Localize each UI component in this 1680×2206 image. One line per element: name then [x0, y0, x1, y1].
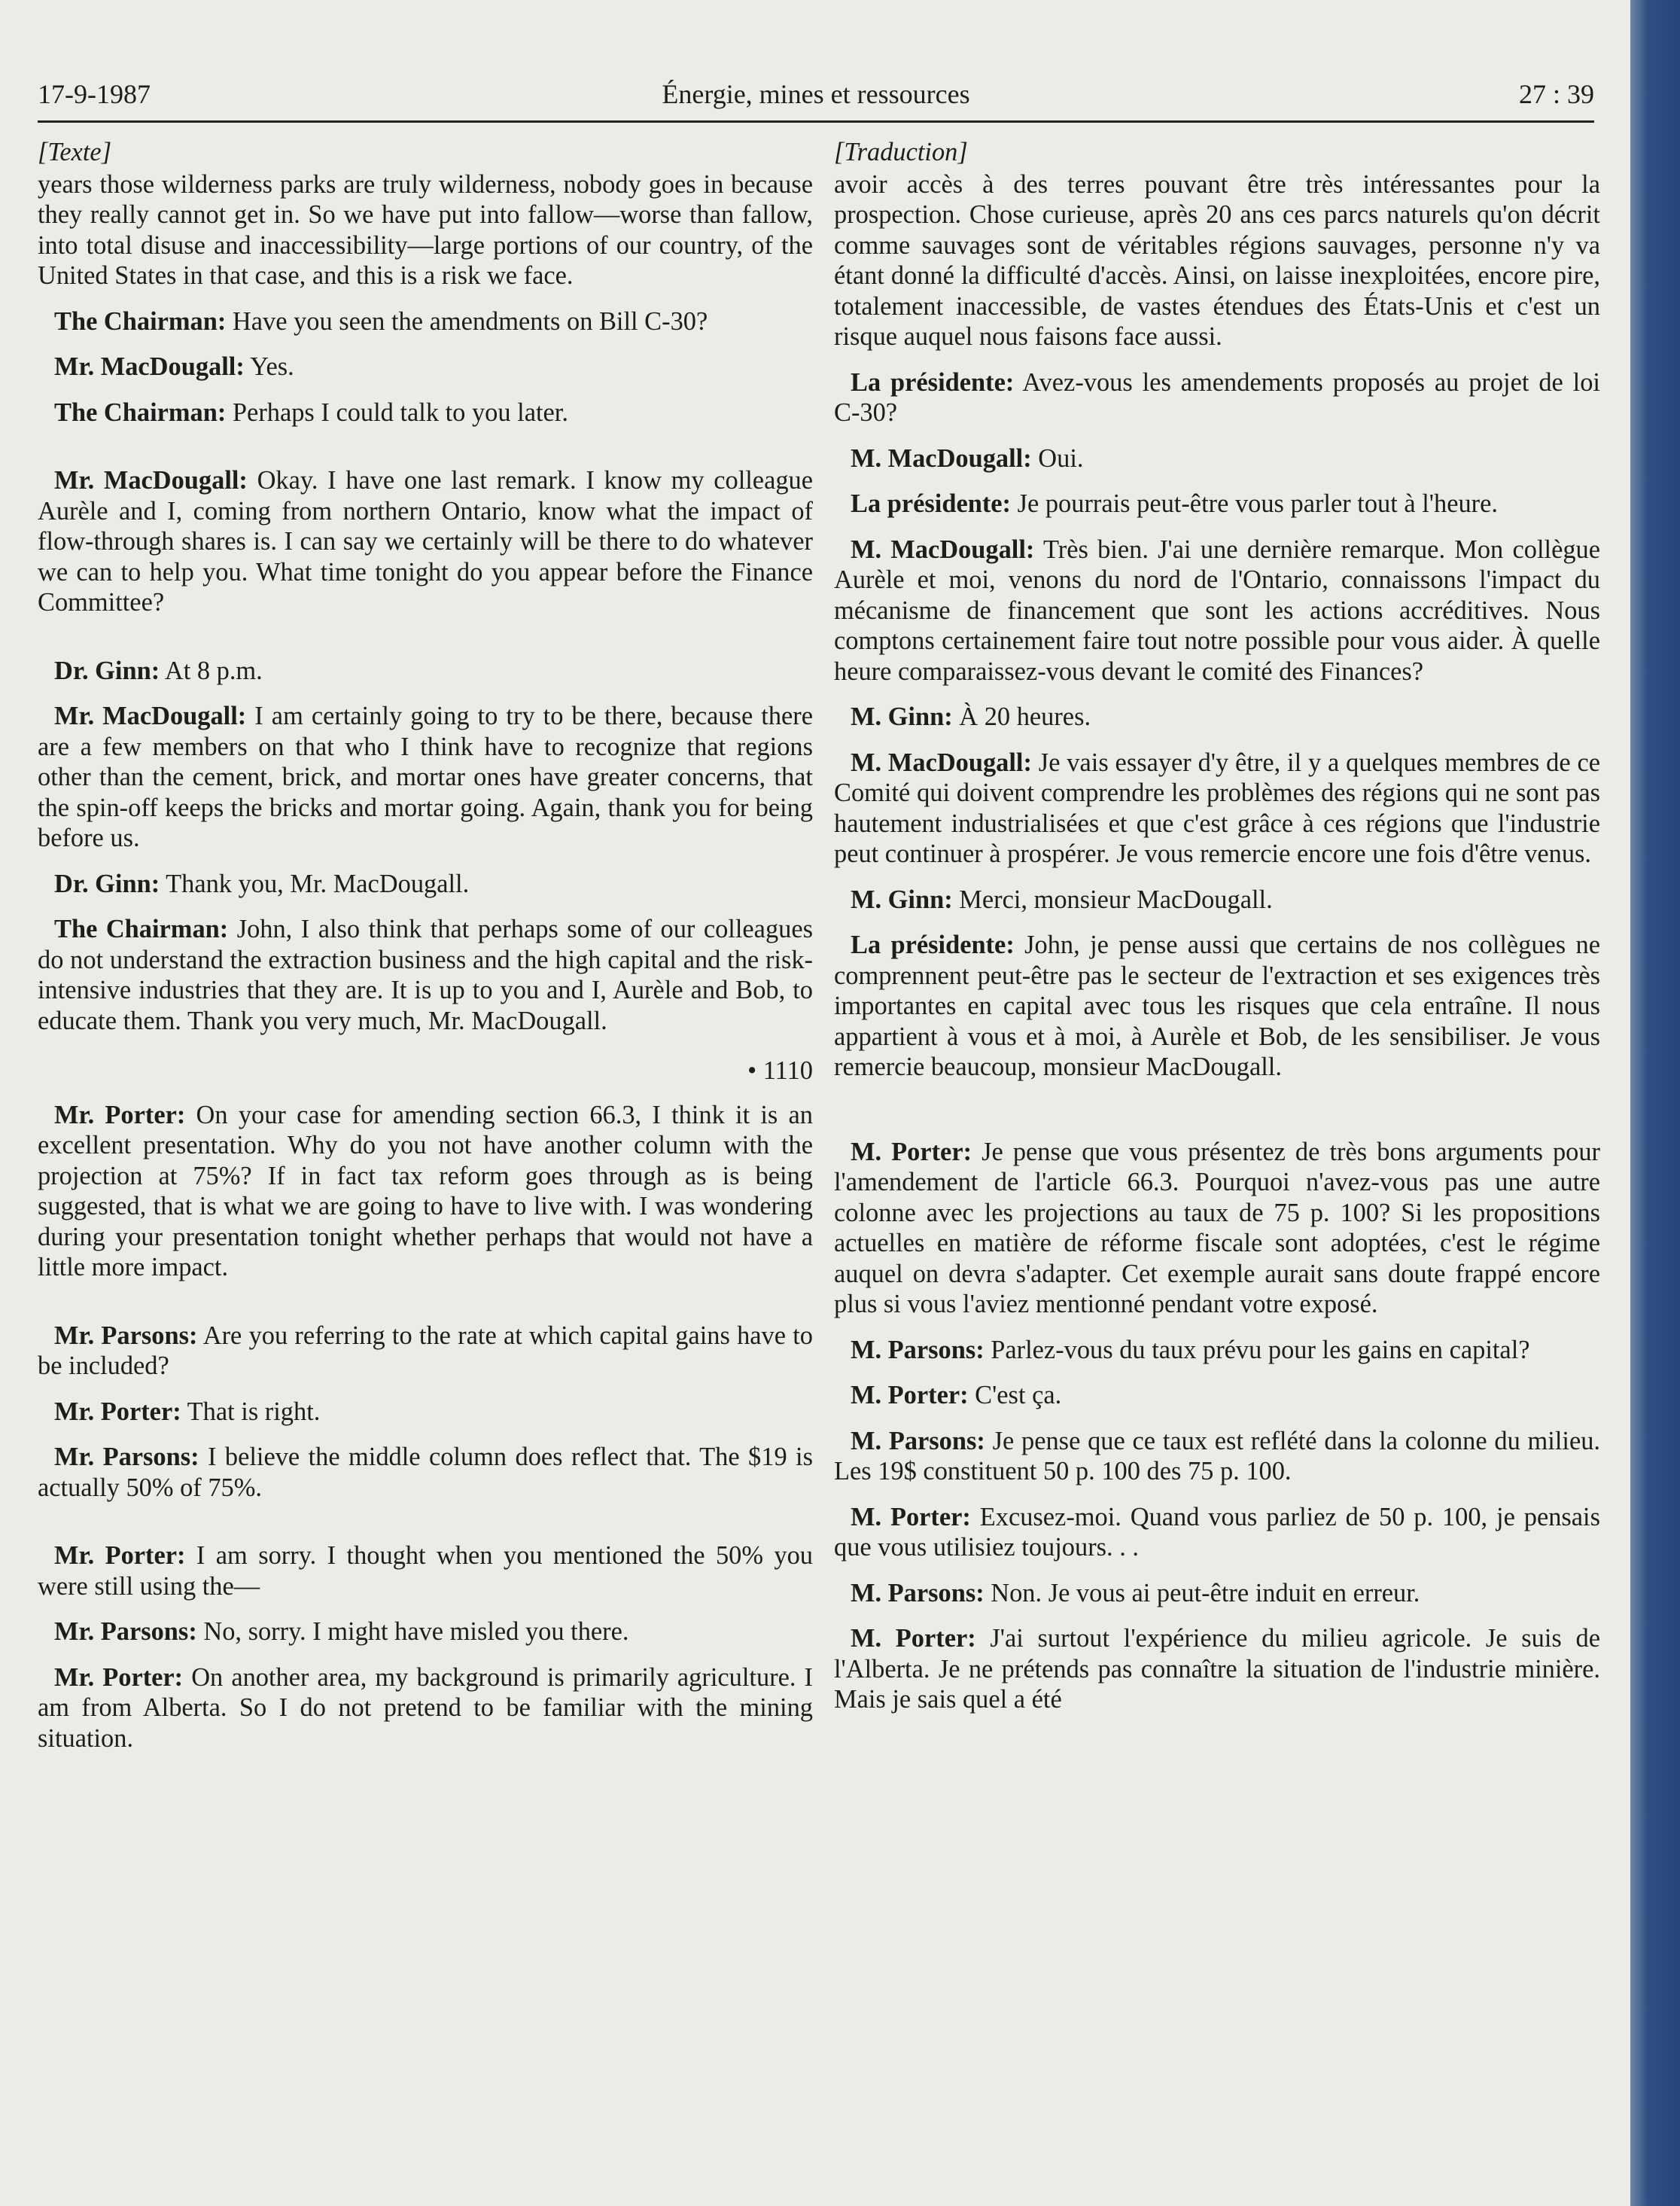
speaker-name: M. MacDougall:	[851, 443, 1032, 473]
speech-text: Excusez-moi. Quand vous parliez de 50 p. 100, je pensais que vous utilisiez toujours. . .	[834, 1502, 1600, 1562]
speaker-name: M. Porter:	[851, 1624, 976, 1653]
column-label-texte: [Texte]	[38, 138, 112, 166]
speaker-name: M. Porter:	[851, 1137, 972, 1166]
speech-text: Avez-vous les amendements proposés au projet de loi C-30?	[834, 367, 1600, 427]
speech-paragraph	[834, 489, 1600, 520]
speech-paragraph	[38, 1397, 813, 1428]
speaker-name: Mr. Porter:	[54, 1397, 181, 1426]
speech-paragraph	[38, 1321, 813, 1382]
speaker-name: Mr. Parsons:	[54, 1617, 197, 1646]
speech-text: Thank you, Mr. MacDougall.	[160, 869, 470, 898]
speech-text: Je vais essayer d'y être, il y a quelques membres de ce Comité qui doivent comprendre les problèmes des régions qui ne sont pas hautement industrialisées et que c'est grâce à ces régions que l'industrie peut continuer à prospérer. Je vous remercie encore une fois d'être venus.	[834, 748, 1601, 868]
speech-paragraph	[38, 306, 813, 337]
speech-text: At 8 p.m.	[160, 656, 263, 685]
speech-text: John, je pense aussi que certains de nos collègues ne comprennent peut-être pas le secteur de l'extraction et ses exigences très importantes en capital avec tous les risques que cela entraîne. Il nous appartient à vous et à moi, à Aurèle et Bob, de les sensibiliser. Je vous remercie beaucoup, monsieur MacDougall.	[834, 931, 1600, 1081]
speech-paragraph	[38, 1662, 813, 1754]
speaker-name: Dr. Ginn:	[54, 869, 160, 898]
speaker-name: La présidente:	[851, 367, 1015, 397]
page-header	[38, 75, 1594, 114]
speech-text: On another area, my background is primarily agriculture. I am from Alberta. So I do not pretend to be familiar with the mining situation.	[38, 1662, 813, 1753]
speech-paragraph	[38, 398, 813, 428]
speaker-name: M. Parsons:	[851, 1578, 985, 1607]
paragraph: years those wilderness parks are truly wilderness, nobody goes in because they really cannot get in. So we have put into fallow—worse than fallow, into total disuse and inaccessibility—large portions of our country, of the United States in that case, and this is a risk we face.	[38, 169, 813, 290]
speaker-name: Mr. MacDougall:	[54, 466, 248, 495]
speaker-name: Dr. Ginn:	[54, 656, 160, 685]
speaker-name: M. Porter:	[851, 1381, 969, 1409]
speaker-name: Mr. Porter:	[54, 1662, 184, 1692]
speech-paragraph	[834, 748, 1600, 870]
speech-text: Très bien. J'ai une dernière remarque. Mon collègue Aurèle et moi, venons du nord de l'Ontario, connaissons l'impact du mécanisme de financement que sont les actions accréditives. Nous comptons certainement faire tout notre possible pour vous aider. À quelle heure comparaissez-vous devant le comité des Finances?	[834, 535, 1600, 686]
speech-text: C'est ça.	[968, 1381, 1062, 1409]
french-column	[834, 137, 1600, 1730]
speaker-name: Mr. Parsons:	[54, 1321, 198, 1350]
speech-paragraph	[38, 1442, 813, 1503]
speaker-name: M. Ginn:	[851, 702, 953, 731]
speech-text: Merci, monsieur MacDougall.	[952, 885, 1273, 914]
speech-paragraph	[834, 367, 1600, 428]
speech-text: Je pense que vous présentez de très bons arguments pour l'amendement de l'article 66.3. Pourquoi n'avez-vous pas une autre colonne avec les projections au taux de 75 p. 100? Si les propositions actuelles en matière de réforme fiscale sont adoptées, c'est le régime auquel on devra s'adapter. Cet exemple aurait sans doute frappé encore plus si vous l'aviez mentionné pendant votre exposé.	[834, 1137, 1600, 1318]
speech-text: J'ai surtout l'expérience du milieu agricole. Je suis de l'Alberta. Je ne prétends pas connaître la situation de l'industrie minière. Mais je sais quel a été	[834, 1624, 1600, 1714]
time-marker: • 1110	[747, 1056, 813, 1085]
speech-text: Perhaps I could talk to you later.	[226, 398, 568, 427]
speech-text: Non. Je vous ai peut-être induit en erreur.	[984, 1578, 1420, 1607]
speech-paragraph	[834, 1578, 1600, 1609]
speaker-name: The Chairman:	[54, 915, 229, 943]
speaker-name: La présidente:	[851, 931, 1015, 959]
speech-paragraph	[834, 1426, 1600, 1487]
speech-paragraph	[834, 702, 1600, 733]
speaker-name: La présidente:	[851, 489, 1012, 518]
speech-paragraph	[38, 465, 813, 618]
speech-text: I am certainly going to try to be there, because there are a few members on that who I think have to recognize that regions other than the cement, brick, and mortar ones have greater concerns, that the spin-off keeps the bricks and mortar going. Again, thank you for being before us.	[38, 702, 813, 852]
speech-text: Okay. I have one last remark. I know my colleague Aurèle and I, coming from northern Ontario, know what the impact of flow-through shares is. I can say we certainly will be there to do whatever we can to help you. What time tonight do you appear before the Finance Committee?	[38, 466, 813, 617]
speech-paragraph	[38, 1616, 813, 1647]
speech-paragraph	[834, 1623, 1600, 1715]
speech-text: That is right.	[181, 1397, 321, 1426]
speech-text: John, I also think that perhaps some of our colleagues do not understand the extraction business and the high capital and the risk-intensive industries that they are. It is up to you and I, Aurèle and Bob, to educate them. Thank you very much, Mr. MacDougall.	[38, 915, 813, 1035]
speech-paragraph	[38, 352, 813, 382]
speaker-name: Mr. Porter:	[54, 1541, 186, 1570]
speech-paragraph	[834, 1380, 1600, 1411]
speech-text: I am sorry. I thought when you mentioned the 50% you were still using the—	[38, 1541, 813, 1601]
speaker-name: Mr. Porter:	[54, 1100, 186, 1129]
speech-text: Je pense que ce taux est reflété dans la colonne du milieu. Les 19$ constituent 50 p. 100 des 75 p. 100.	[834, 1426, 1601, 1485]
speech-text: Oui.	[1031, 443, 1084, 473]
speech-paragraph	[38, 869, 813, 900]
speech-paragraph	[38, 1540, 813, 1601]
speech-paragraph	[38, 1100, 813, 1283]
speaker-name: M. Porter:	[851, 1502, 971, 1531]
speaker-name: M. Parsons:	[851, 1426, 985, 1455]
speech-paragraph	[834, 1137, 1600, 1320]
header-title: Énergie, mines et ressources	[662, 79, 970, 109]
speech-text: Parlez-vous du taux prévu pour les gains en capital?	[984, 1335, 1530, 1364]
header-page-number: 27 : 39	[1518, 79, 1594, 109]
speech-paragraph	[834, 535, 1600, 687]
speech-paragraph	[38, 656, 813, 687]
speaker-name: M. MacDougall:	[851, 748, 1032, 777]
speaker-name: Mr. MacDougall:	[54, 702, 247, 730]
speaker-name: Mr. MacDougall:	[54, 352, 245, 381]
header-date: 17-9-1987	[38, 79, 151, 109]
speech-text: Yes.	[244, 352, 294, 381]
paragraph: avoir accès à des terres pouvant être très intéressantes pour la prospection. Chose curieuse, après 20 ans ces parcs naturels qu'on décrit comme sauvages sont de véritables régions sauvages, personne n'y va étant donné la difficulté d'accès. Ainsi, on laisse inexploitées, encore pire, totalement inaccessible, de vastes étendues des États-Unis et c'est un risque auquel nous faisons face aussi.	[834, 169, 1600, 351]
speaker-name: Mr. Parsons:	[54, 1443, 199, 1471]
speech-paragraph	[834, 930, 1600, 1083]
speech-paragraph	[38, 701, 813, 854]
speaker-name: M. Ginn:	[851, 885, 953, 914]
speech-paragraph	[38, 914, 813, 1036]
speech-paragraph	[834, 885, 1600, 916]
speaker-name: M. Parsons:	[851, 1335, 985, 1364]
speaker-name: The Chairman:	[54, 398, 227, 427]
speech-paragraph	[834, 1502, 1600, 1563]
speaker-name: The Chairman:	[54, 306, 227, 336]
speech-text: À 20 heures.	[952, 702, 1091, 731]
column-label-traduction: [Traduction]	[834, 138, 968, 166]
header-rule	[38, 120, 1594, 123]
speech-paragraph	[834, 1335, 1600, 1366]
speech-paragraph	[834, 443, 1600, 474]
speech-text: On your case for amending section 66.3, I think it is an excellent presentation. Why do you not have another column with the projection at 75%? If in fact tax reform goes through as is being suggested, that is what we are going to have to live with. I was wondering during your presentation tonight whether perhaps that would not have a little more impact.	[38, 1100, 813, 1281]
speech-text: I believe the middle column does reflect that. The $19 is actually 50% of 75%.	[38, 1443, 813, 1502]
speaker-name: M. MacDougall:	[851, 535, 1035, 564]
speech-text: Have you seen the amendments on Bill C-30?	[226, 306, 708, 336]
english-column	[38, 137, 813, 1769]
speech-text: Are you referring to the rate at which capital gains have to be included?	[38, 1321, 813, 1380]
speech-text: Je pourrais peut-être vous parler tout à l'heure.	[1011, 489, 1498, 518]
page-edge	[1630, 0, 1680, 2206]
speech-text: No, sorry. I might have misled you there.	[196, 1617, 629, 1646]
